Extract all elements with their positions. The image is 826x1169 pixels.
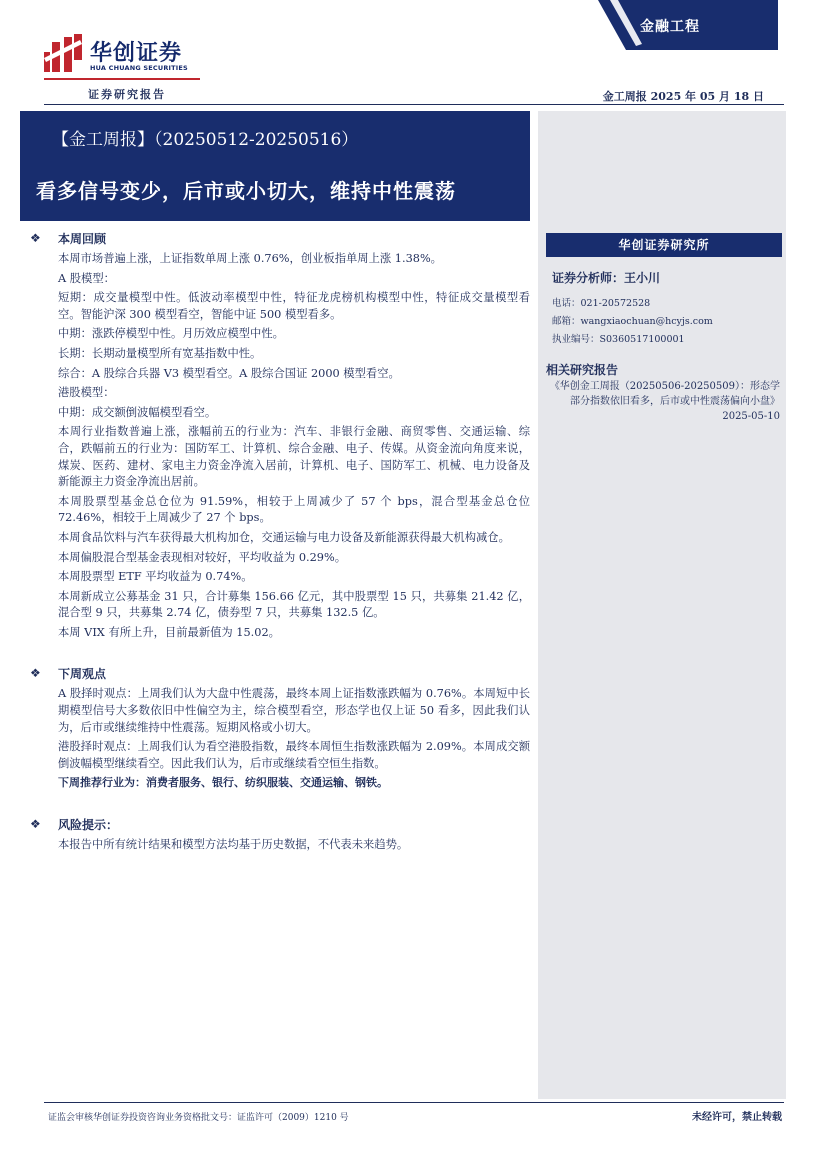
paragraph: 本周行业指数普遍上涨，涨幅前五的行业为：汽车、非银行金融、商贸零售、交通运输、综合，跌幅前五的行业为：国防军工、计算机、综合金融、电子、传媒。从资金流向角度来说，煤炭、医药、建材、家电主力资金净流入居前，计算机、电子、国防军工、机械、电力设备及新能源主力资金净流出居前。 (58, 425, 530, 489)
section-next-week-view (30, 665, 530, 792)
logo-mark-icon (44, 34, 82, 74)
logo-cn-text: 华创证券 (90, 41, 183, 66)
section-heading (30, 816, 530, 834)
section-heading (30, 665, 530, 683)
paragraph: 中期：成交额倒波幅模型看空。 (58, 405, 217, 419)
paragraph: 本周新成立公募基金 31 只，合计募集 156.66 亿元，其中股票型 15 只，共募集 21.42 亿，混合型 9 只，共募集 2.74 亿，债券型 7 只，共募集 132.5 亿。 (58, 589, 530, 620)
report-period: 【金工周报】（20250512-20250516） (52, 130, 359, 150)
related-report-title[interactable]: 《华创金工周报（20250506-20250509）：形态学部分指数依旧看多，后市或中性震荡偏向小盘》 (549, 381, 780, 407)
footer-divider (44, 1102, 784, 1103)
diamond-bullet-icon: ❖ (30, 666, 41, 681)
paragraph: 本周股票型基金总仓位为 91.59%，相较于上周减少了 57 个 bps，混合型基金总仓位 72.46%，相较于上周减少了 27 个 bps。 (58, 494, 530, 525)
paragraph: 港股择时观点：上周我们认为看空港股指数，最终本周恒生指数涨跌幅为 2.09%。本周成交额倒波幅模型继续看空。因此我们认为，后市或继续看空恒生指数。 (58, 740, 530, 770)
paragraph: A 股模型： (58, 271, 115, 285)
report-type: 证券研究报告 (88, 88, 166, 101)
paragraph: 本周市场普遍上涨，上证指数单周上涨 0.76%，创业板指单周上涨 1.38%。 (58, 252, 442, 265)
paragraph: 综合：A 股综合兵器 V3 模型看空。A 股综合国证 2000 模型看空。 (58, 366, 400, 380)
analyst-name: 证券分析师：王小川 (552, 271, 661, 285)
paragraph: 本周 VIX 有所上升，目前最新值为 15.02。 (58, 625, 280, 639)
related-reports-title: 相关研究报告 (546, 363, 619, 377)
paragraph: 中期：涨跌停模型中性。月历效应模型中性。 (58, 327, 284, 341)
institute-header: 华创证券研究所 (546, 233, 782, 257)
section-heading (30, 230, 530, 248)
related-report-date: 2025-05-10 (722, 411, 780, 422)
section-weekly-review (30, 230, 530, 641)
company-logo (44, 34, 204, 82)
analyst-license: 执业编号：S0360517100001 (552, 334, 685, 345)
paragraph: 本周偏股混合型基金表现相对较好，平均收益为 0.29%。 (58, 550, 347, 564)
logo-underline (44, 78, 200, 80)
diamond-bullet-icon: ❖ (30, 817, 41, 832)
info-sidebar (538, 111, 786, 1099)
paragraph: 港股模型： (58, 386, 115, 400)
paragraph: 本周食品饮料与汽车获得最大机构加仓，交通运输与电力设备及新能源获得最大机构减仓。 (58, 530, 510, 544)
report-meta: 金工周报 2025 年 05 月 18 日 (602, 90, 764, 103)
title-banner (20, 111, 530, 221)
header-divider (44, 104, 784, 105)
section-heading-text: 下周观点 (58, 667, 107, 682)
recommended-industries: 下周推荐行业为：消费者服务、银行、纺织服装、交通运输、钢铁。 (58, 776, 388, 790)
analyst-email[interactable]: 邮箱：wangxiaochuan@hcyjs.com (552, 316, 713, 327)
logo-en-text: HUA CHUANG SECURITIES (90, 64, 188, 72)
report-title: 看多信号变少，后市或小切大，维持中性震荡 (36, 179, 456, 203)
paragraph: 本周股票型 ETF 平均收益为 0.74%。 (58, 570, 253, 584)
copyright-notice: 未经许可，禁止转载 (692, 1112, 782, 1123)
diamond-bullet-icon: ❖ (30, 231, 41, 245)
section-risk-warning (30, 816, 530, 854)
section-heading-text: 本周回顾 (58, 232, 107, 246)
regulatory-notice: 证监会审核华创证券投资咨询业务资格批文号：证监许可（2009）1210 号 (48, 1113, 349, 1123)
paragraph: 本报告中所有统计结果和模型方法均基于历史数据，不代表未来趋势。 (58, 838, 409, 852)
section-heading-text: 风险提示： (58, 818, 119, 833)
category-tag: 金融工程 (640, 19, 700, 35)
paragraph: 短期：成交量模型中性。低波动率模型中性，特征龙虎榜机构模型中性，特征成交量模型看空。智能沪深 300 模型看空，智能中证 500 模型看多。 (58, 291, 530, 321)
related-report-item[interactable] (544, 379, 780, 424)
main-content (30, 230, 530, 854)
analyst-phone: 电话：021-20572528 (552, 298, 651, 309)
paragraph: 长期：长期动量模型所有宽基指数中性。 (58, 346, 262, 360)
paragraph: A 股择时观点：上周我们认为大盘中性震荡，最终本周上证指数涨跌幅为 0.76%。本周短中长期模型信号大多数依旧中性偏空为主，综合模型看空，形态学也仅上证 50 看多，因此我们认为，后市或继续维持中性震荡。短期风格或小切大。 (58, 687, 530, 734)
